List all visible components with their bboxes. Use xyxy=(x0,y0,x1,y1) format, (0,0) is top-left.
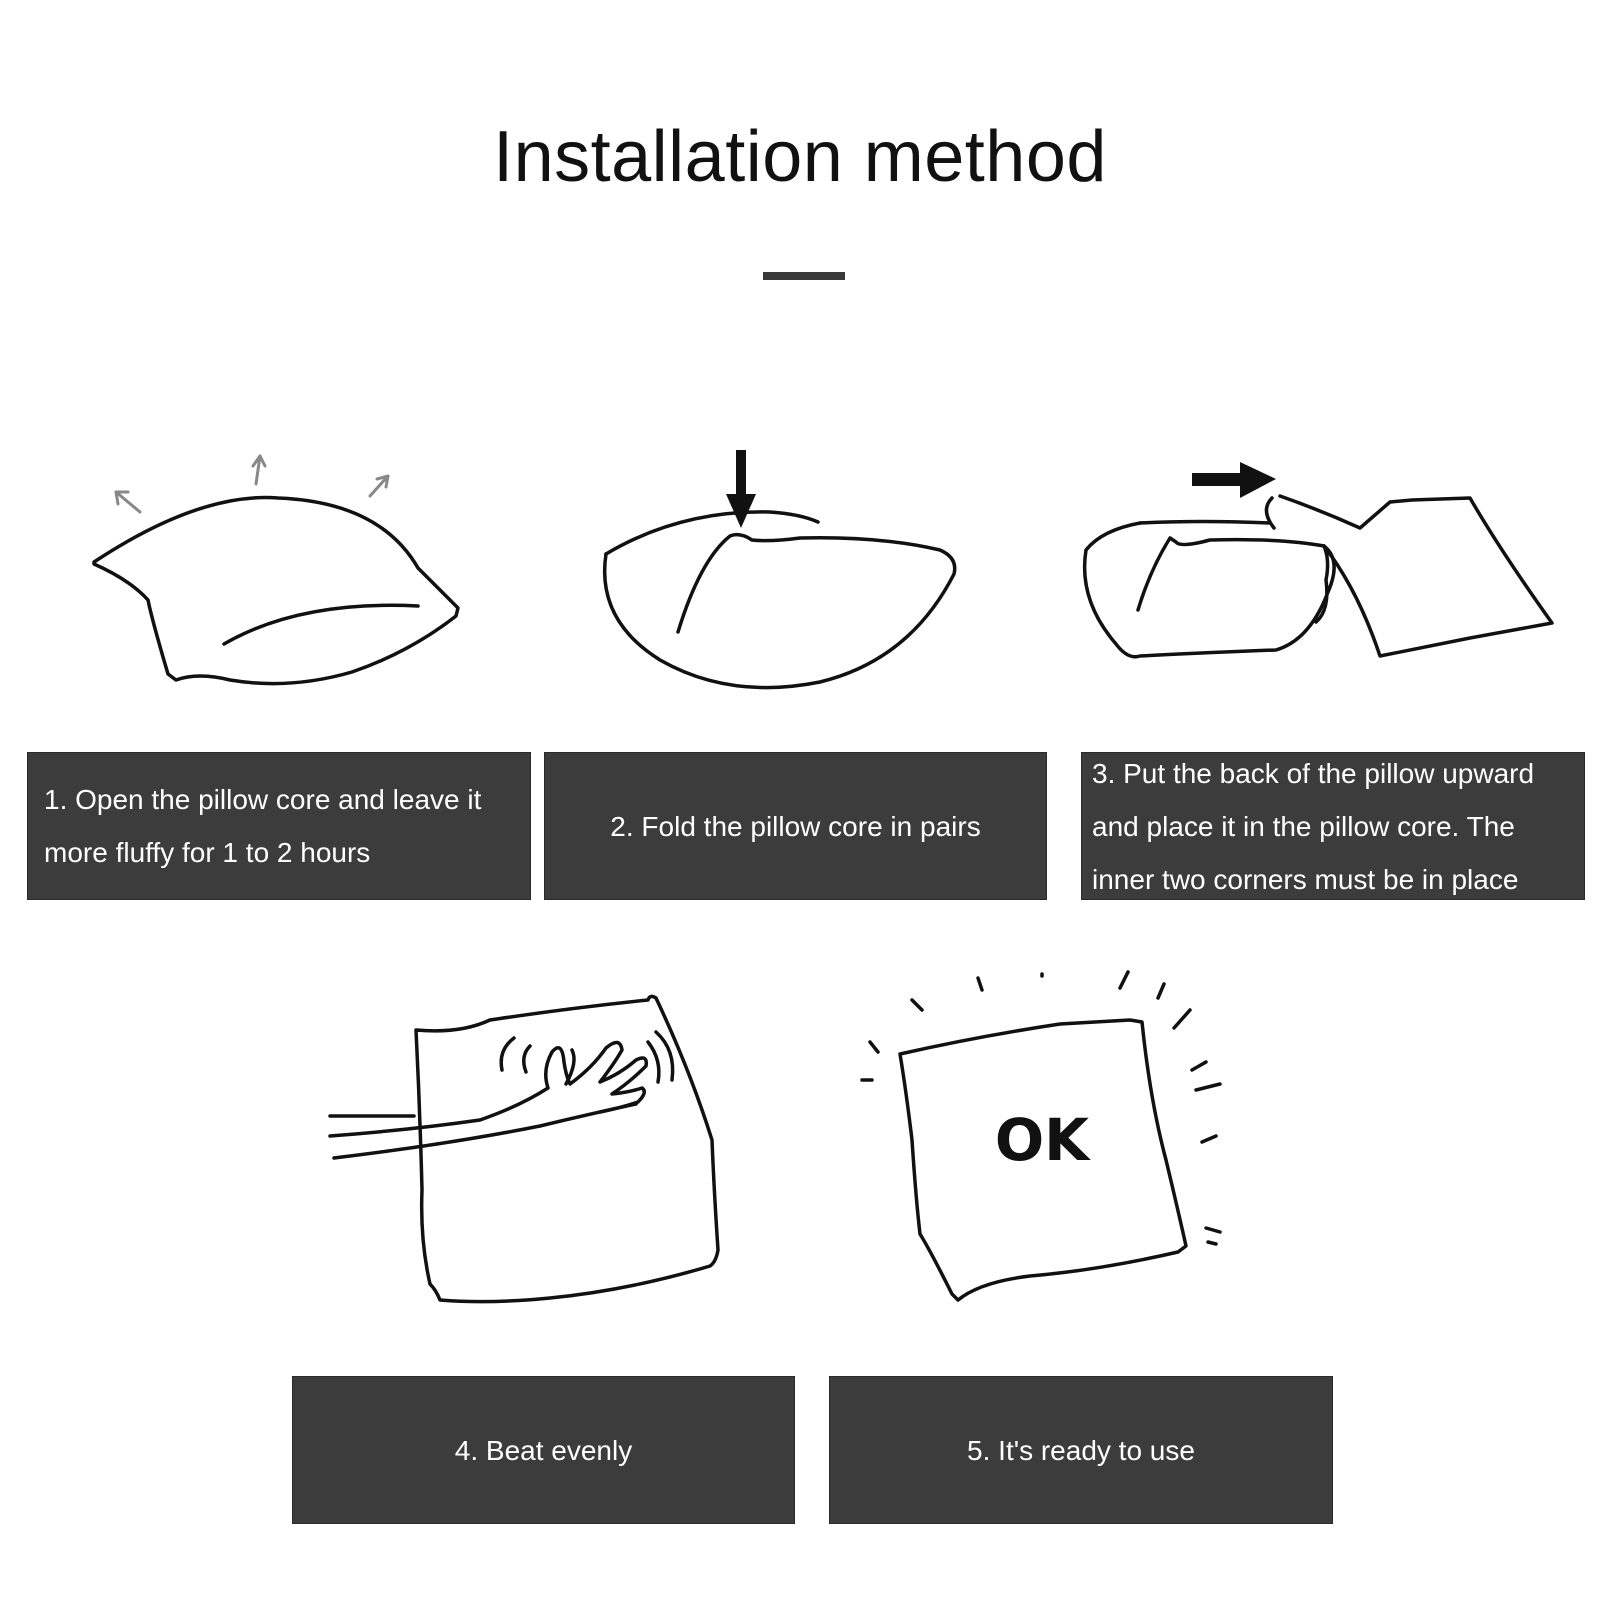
pillow-into-cover-icon xyxy=(1080,460,1560,690)
ready-pillow-icon xyxy=(860,960,1240,1320)
step-4-caption xyxy=(292,1376,795,1524)
step-3-text: 3. Put the back of the pillow upward and place it in the pillow core. The inner two corners must be in place xyxy=(1092,757,1535,895)
step-2-text: 2. Fold the pillow core in pairs xyxy=(610,810,981,842)
page-title: Installation method xyxy=(493,117,1107,197)
step-5-caption xyxy=(829,1376,1333,1524)
hand-patting-pillow-icon xyxy=(330,990,740,1320)
step-3-caption xyxy=(1081,752,1585,900)
ok-label: OK xyxy=(994,1106,1090,1174)
title-divider xyxy=(763,272,845,280)
step-1-text: 1. Open the pillow core and leave it more fluffy for 1 to 2 hours xyxy=(44,784,482,868)
step-2-caption xyxy=(544,752,1047,900)
step-5-text: 5. It's ready to use xyxy=(967,1434,1195,1466)
step-1-caption xyxy=(27,752,531,900)
step-4-text: 4. Beat evenly xyxy=(454,1434,633,1466)
folded-pillow-arrow-icon xyxy=(600,450,980,710)
fluffy-pillow-icon xyxy=(80,440,480,700)
